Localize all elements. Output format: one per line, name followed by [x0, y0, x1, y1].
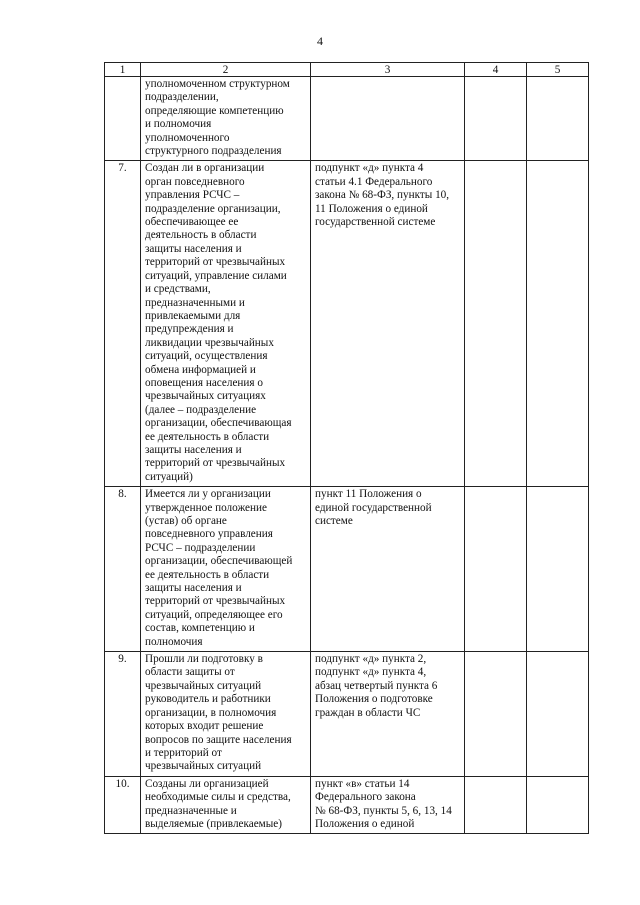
question-line: (далее – подразделение: [145, 403, 257, 416]
question-line: подразделение организации,: [145, 202, 281, 215]
question-line: вопросов по защите населения: [145, 733, 292, 746]
question-line: и средствами,: [145, 283, 211, 296]
question-line: состав, компетенцию и: [145, 622, 255, 635]
reference-line: подпункт «д» пункта 4,: [315, 666, 427, 679]
reference-line: закона № 68-ФЗ, пункты 10,: [315, 189, 450, 202]
question-line: подразделении,: [145, 91, 219, 104]
question-line: управления РСЧС –: [145, 189, 240, 202]
question-line: предназначенные и: [145, 804, 237, 817]
question-line: организации, в полномочия: [145, 706, 277, 719]
question-line: Созданы ли организацией: [145, 777, 269, 790]
column-header: 4: [465, 63, 527, 77]
row-number: 7.: [105, 161, 141, 487]
row-number: 10.: [105, 776, 141, 834]
answer-cell: [465, 487, 527, 652]
question-line: деятельность в области: [145, 229, 257, 242]
question-line: руководитель и работники: [145, 693, 271, 706]
row-number: 9.: [105, 652, 141, 777]
question-line: территорий от чрезвычайных: [145, 595, 286, 608]
question-line: оповещения населения о: [145, 376, 263, 389]
question-line: Имеется ли у организации: [145, 488, 271, 501]
answer-cell: [465, 776, 527, 834]
note-cell: [527, 776, 589, 834]
question-line: защиты населения и: [145, 443, 242, 456]
column-header: 2: [141, 63, 311, 77]
question-line: которых входит решение: [145, 720, 264, 733]
answer-cell: [465, 652, 527, 777]
question-line: орган повседневного: [145, 175, 245, 188]
answer-cell: [465, 161, 527, 487]
reference-line: абзац четвертый пункта 6: [315, 679, 438, 692]
reference-line: единой государственной: [315, 501, 432, 514]
question-cell: [141, 776, 311, 834]
table-row: [105, 487, 589, 652]
question-line: ликвидации чрезвычайных: [145, 336, 274, 349]
row-number: 8.: [105, 487, 141, 652]
reference-cell: [311, 487, 465, 652]
question-line: обеспечивающее ее: [145, 216, 239, 229]
checklist-table: [104, 62, 589, 834]
question-line: повседневного управления: [145, 528, 273, 541]
question-line: Создан ли в организации: [145, 162, 265, 175]
question-line: организации, обеспечивающая: [145, 417, 292, 430]
question-line: защиты населения и: [145, 242, 242, 255]
reference-line: пункт «в» статьи 14: [315, 777, 410, 790]
question-cell: [141, 487, 311, 652]
question-line: утвержденное положение: [145, 501, 267, 514]
reference-line: системе: [315, 515, 353, 527]
reference-line: Положения о подготовке: [315, 693, 433, 706]
note-cell: [527, 487, 589, 652]
table-row: [105, 652, 589, 777]
reference-cell: [311, 161, 465, 487]
note-cell: [527, 77, 589, 161]
table-header-row: [105, 63, 589, 77]
question-cell: [141, 77, 311, 161]
question-line: уполномоченном структурном: [145, 78, 290, 90]
question-line: чрезвычайных ситуациях: [145, 390, 266, 403]
table-row: [105, 77, 589, 161]
column-header: 3: [311, 63, 465, 77]
reference-line: статьи 4.1 Федерального: [315, 175, 433, 188]
question-line: необходимые силы и средства,: [145, 791, 291, 804]
question-cell: [141, 161, 311, 487]
question-line: защиты населения и: [145, 582, 242, 595]
question-line: РСЧС – подразделении: [145, 541, 256, 554]
question-line: чрезвычайных ситуаций: [145, 760, 262, 773]
reference-cell: [311, 776, 465, 834]
reference-line: граждан в области ЧС: [315, 706, 421, 719]
question-line: и территорий от: [145, 746, 222, 759]
question-line: области защиты от: [145, 666, 235, 679]
reference-line: Федерального закона: [315, 791, 416, 804]
question-line: (устав) об органе: [145, 515, 227, 527]
column-header: 5: [527, 63, 589, 77]
question-line: полномочия: [145, 635, 203, 648]
reference-line: 11 Положения о единой: [315, 202, 428, 215]
reference-line: подпункт «д» пункта 2,: [315, 653, 427, 666]
reference-line: Положения о единой: [315, 817, 415, 830]
question-line: уполномоченного: [145, 131, 230, 144]
reference-line: государственной системе: [315, 216, 436, 229]
answer-cell: [465, 77, 527, 161]
question-cell: [141, 652, 311, 777]
row-number: [105, 77, 141, 161]
question-line: чрезвычайных ситуаций: [145, 679, 262, 692]
question-line: структурного подразделения: [145, 145, 282, 158]
reference-line: пункт 11 Положения о: [315, 488, 422, 501]
table-row: [105, 161, 589, 487]
question-line: предупреждения и: [145, 323, 234, 336]
question-line: выделяемые (привлекаемые): [145, 817, 282, 830]
question-line: обмена информацией и: [145, 363, 256, 376]
question-line: ситуаций): [145, 470, 193, 483]
table-row: [105, 776, 589, 834]
question-line: ситуаций, управление силами: [145, 269, 287, 282]
column-header: 1: [105, 63, 141, 77]
reference-cell: [311, 652, 465, 777]
question-line: определяющие компетенцию: [145, 104, 284, 117]
note-cell: [527, 161, 589, 487]
question-line: ее деятельность в области: [145, 430, 270, 443]
question-line: Прошли ли подготовку в: [145, 653, 263, 666]
question-line: предназначенными и: [145, 296, 245, 309]
question-line: привлекаемыми для: [145, 309, 241, 322]
reference-line: подпункт «д» пункта 4: [315, 162, 424, 175]
question-line: территорий от чрезвычайных: [145, 256, 286, 269]
question-line: ситуаций, определяющее его: [145, 608, 283, 621]
question-line: ситуаций, осуществления: [145, 350, 268, 363]
note-cell: [527, 652, 589, 777]
reference-cell: [311, 77, 465, 161]
reference-line: № 68-ФЗ, пункты 5, 6, 13, 14: [315, 804, 452, 817]
question-line: и полномочия: [145, 118, 212, 131]
question-line: ее деятельность в области: [145, 568, 270, 581]
page-number: 4: [317, 34, 323, 48]
question-line: территорий от чрезвычайных: [145, 457, 286, 470]
question-line: организации, обеспечивающей: [145, 555, 293, 568]
